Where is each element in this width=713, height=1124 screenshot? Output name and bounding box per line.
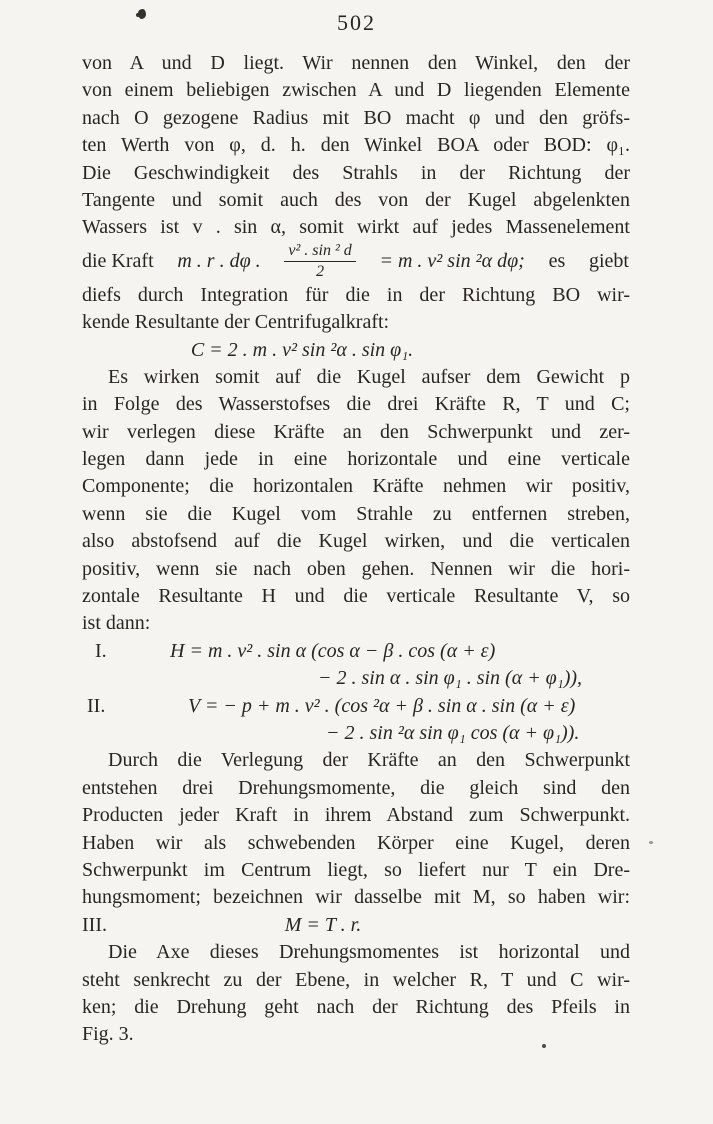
- ink-speck: [649, 841, 653, 844]
- text-line: positiv, wenn sie nach oben gehen. Nennen wir die hori-: [82, 557, 630, 580]
- page-number: 502: [337, 10, 376, 35]
- text-line: ken; die Drehung geht nach der Richtung des Pfeils in: [82, 995, 630, 1018]
- text-line: wir verlegen diese Kräfte an den Schwerpunkt und zer-: [82, 420, 630, 443]
- formula-centrifugal: C = 2 . m . v² sin ²α . sin φ₁.: [190, 338, 414, 361]
- equation-1-continuation: − 2 . sin α . sin φ₁ . sin (α + φ₁)),: [318, 667, 583, 690]
- text-line: Schwerpunkt im Centrum liegt, so liefert nur T ein Dre-: [82, 858, 630, 881]
- text-line: Die Axe dieses Drehungsmomentes ist horizontal und: [108, 941, 630, 964]
- text-line: Tangente und somit auch des von der Kugel abgelenkten: [82, 188, 630, 211]
- text-line: steht senkrecht zu der Ebene, in welcher R, T und C wir-: [82, 968, 630, 991]
- fraction-denominator: 2: [316, 263, 325, 281]
- fraction-line-tail: es: [548, 250, 566, 273]
- fraction-line-tail: giebt: [588, 250, 629, 273]
- equation-2-label: II.: [87, 694, 106, 717]
- text-line: Haben wir als schwebenden Körper eine Kugel, deren: [82, 831, 630, 854]
- text-line: zontale Resultante H und die verticale Resultante V, so: [82, 585, 630, 608]
- fraction-line-equals: = m . v² sin ²α dφ;: [379, 250, 525, 273]
- text-line: ist dann:: [82, 612, 151, 635]
- equation-3-label: III.: [82, 913, 107, 936]
- equation-1-line-1: [82, 638, 630, 665]
- text-line: kende Resultante der Centrifugalkraft:: [82, 311, 390, 334]
- fraction-line-prefix: die Kraft: [82, 250, 154, 273]
- equation-1-body: H = m . v² . sin α (cos α − β . cos (α + ε): [170, 639, 496, 662]
- text-line: hungsmoment; bezeichnen wir dasselbe mit M, so haben wir:: [82, 886, 630, 909]
- equation-1-label: I.: [95, 639, 107, 662]
- text-line: ten Werth von φ, d. h. den Winkel BOA oder BOD: φ₁.: [82, 134, 630, 157]
- text-line: entstehen drei Drehungsmomente, die gleich sind den: [82, 776, 630, 799]
- equation-2-line-2: [82, 720, 630, 747]
- text-line: Wassers ist v . sin α, somit wirkt auf jedes Massenelement: [82, 216, 630, 239]
- text-block: [82, 50, 630, 1049]
- equation-3-body: M = T . r.: [284, 913, 362, 936]
- text-line: nach O gezogene Radius mit BO macht φ und den gröfs-: [82, 106, 630, 129]
- text-line: in Folge des Wasserstofses die drei Kräfte R, T und C;: [82, 393, 630, 416]
- text-line: von A und D liegt. Wir nennen den Winkel, den der: [82, 52, 630, 74]
- equation-1-line-2: [82, 665, 630, 692]
- equation-2-line-1: [82, 693, 630, 720]
- text-line: von einem beliebigen zwischen A und D liegenden Elemente: [82, 79, 630, 102]
- text-line: also abstofsend auf die Kugel wirken, und die verticalen: [82, 530, 630, 553]
- equation-2-continuation: − 2 . sin ²α sin φ₁ cos (α + φ₁)).: [326, 721, 580, 744]
- text-line: wenn sie die Kugel vom Strahle zu entfernen streben,: [82, 502, 630, 525]
- text-line: diefs durch Integration für die in der Richtung BO wir-: [82, 283, 630, 306]
- equation-2-body: V = − p + m . v² . (cos ²α + β . sin α . sin (α + ε): [188, 694, 576, 717]
- text-line-with-fraction: [82, 242, 630, 282]
- text-line: Durch die Verlegung der Kräfte an den Schwerpunkt: [108, 749, 630, 772]
- ink-speck: [542, 1044, 546, 1048]
- equation-3: [82, 912, 630, 939]
- text-line: Es wirken somit auf die Kugel aufser dem Gewicht p: [108, 365, 630, 388]
- text-line: Fig. 3.: [82, 1023, 134, 1046]
- text-line: legen dann jede in eine horizontale und eine verticale: [82, 448, 630, 471]
- inline-fraction: [284, 242, 355, 282]
- text-line: Componente; die horizontalen Kräfte nehmen wir positiv,: [82, 475, 630, 498]
- fraction-numerator: v² . sin ² d: [284, 242, 355, 262]
- text-line: Die Geschwindigkeit des Strahls in der Richtung der: [82, 161, 630, 184]
- text-line: Producten jeder Kraft in ihrem Abstand zum Schwerpunkt.: [82, 804, 630, 827]
- fraction-line-terms: m . r . dφ .: [177, 250, 261, 273]
